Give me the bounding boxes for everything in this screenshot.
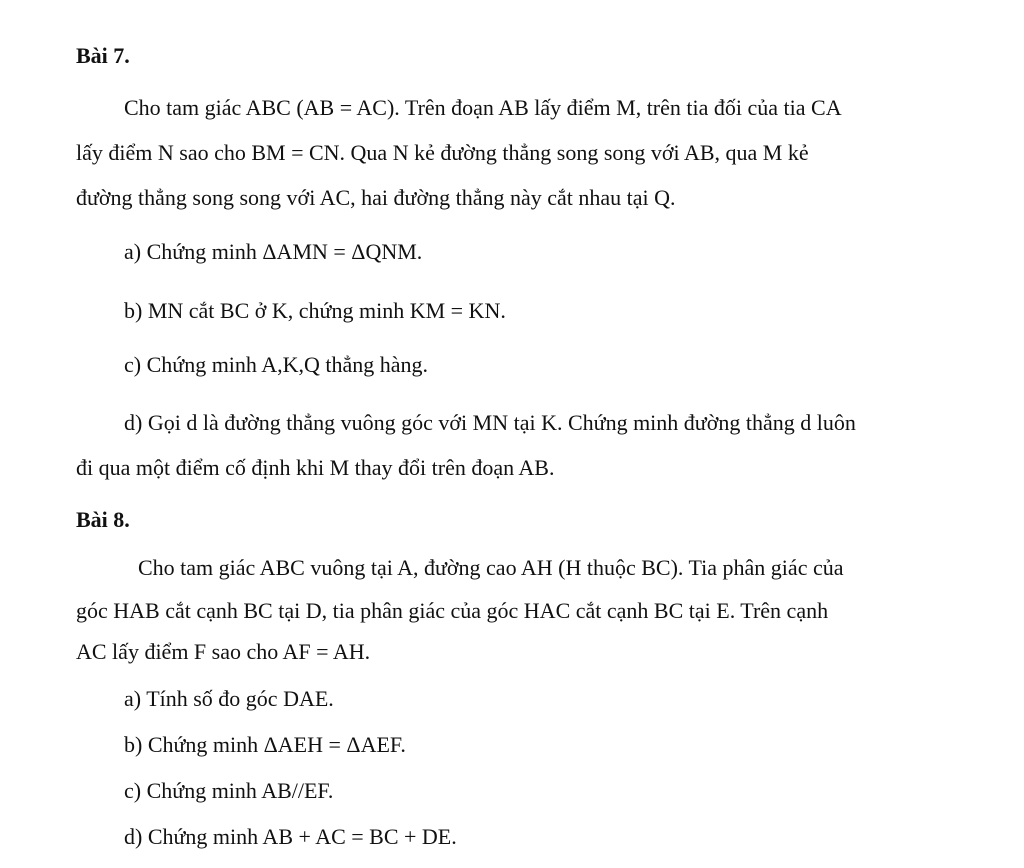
bai8-intro-line-3: AC lấy điểm F sao cho AF = AH. xyxy=(76,639,371,664)
bai8-part-c: c) Chứng minh AB//EF. xyxy=(124,778,334,803)
bai7-part-d-line-1: d) Gọi d là đường thẳng vuông góc với MN tại K. Chứng minh đường thẳng d luôn xyxy=(124,410,856,435)
bai8-title: Bài 8. xyxy=(76,507,130,532)
bai7-intro-line-2: lấy điểm N sao cho BM = CN. Qua N kẻ đường thẳng song song với AB, qua M kẻ xyxy=(76,140,809,165)
bai8-intro-line-2: góc HAB cắt cạnh BC tại D, tia phân giác của góc HAC cắt cạnh BC tại E. Trên cạnh xyxy=(76,598,829,623)
bai8-intro-line-1: Cho tam giác ABC vuông tại A, đường cao AH (H thuộc BC). Tia phân giác của xyxy=(138,555,844,580)
bai8-part-a: a) Tính số đo góc DAE. xyxy=(124,686,334,711)
bai8-part-d: d) Chứng minh AB + AC = BC + DE. xyxy=(124,824,457,849)
bai7-part-b: b) MN cắt BC ở K, chứng minh KM = KN. xyxy=(124,298,506,323)
bai7-intro-line-1: Cho tam giác ABC (AB = AC). Trên đoạn AB lấy điểm M, trên tia đối của tia CA xyxy=(124,95,842,120)
bai7-title: Bài 7. xyxy=(76,43,130,68)
bai7-part-a: a) Chứng minh ΔAMN = ΔQNM. xyxy=(124,239,423,264)
bai7-part-d-line-2: đi qua một điểm cố định khi M thay đổi trên đoạn AB. xyxy=(76,455,555,480)
bai7-intro-line-3: đường thẳng song song với AC, hai đường thẳng này cắt nhau tại Q. xyxy=(76,185,676,210)
bai7-part-c: c) Chứng minh A,K,Q thẳng hàng. xyxy=(124,352,429,377)
bai8-part-b: b) Chứng minh ΔAEH = ΔAEF. xyxy=(124,732,406,757)
